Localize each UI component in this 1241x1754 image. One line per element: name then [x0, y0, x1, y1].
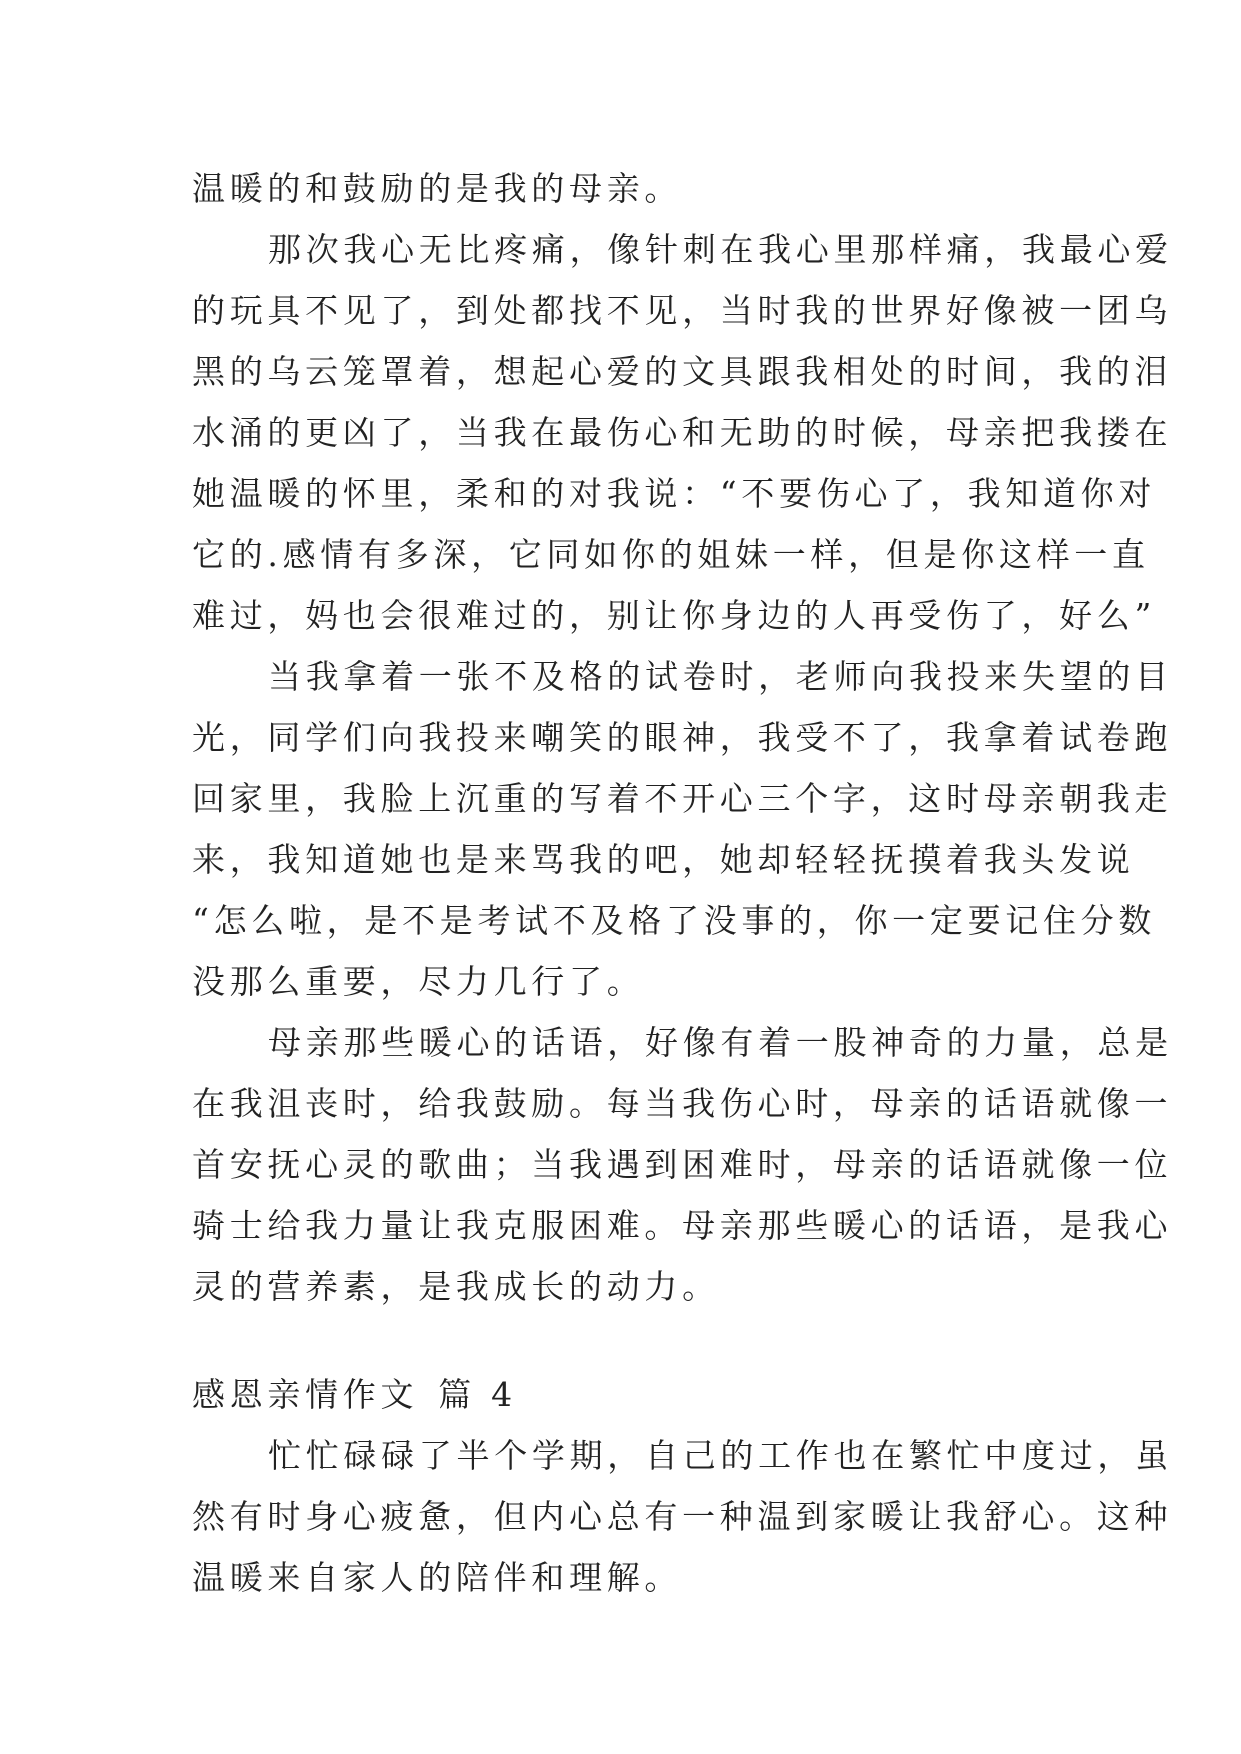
section-heading-number: 篇 4: [438, 1375, 517, 1414]
paragraph-line: 然有时身心疲惫，但内心总有一种温到家暖让我舒心。这种: [192, 1497, 1173, 1536]
paragraph-line: 水涌的更凶了，当我在最伤心和无助的时候，母亲把我搂在: [192, 413, 1173, 452]
paragraph-line: 回家里，我脸上沉重的写着不开心三个字，这时母亲朝我走: [192, 779, 1173, 818]
section-heading-title: 感恩亲情作文: [192, 1375, 419, 1414]
paragraph: [192, 1012, 1173, 1317]
paragraph-line: 它的.感情有多深，它同如你的姐妹一样，但是你这样一直: [192, 535, 1150, 574]
paragraph-line: 在我沮丧时，给我鼓励。每当我伤心时，母亲的话语就像一: [192, 1084, 1173, 1123]
paragraph-line: 难过，妈也会很难过的，别让你身边的人再受伤了，好么”: [192, 596, 1157, 635]
paragraph: [192, 1425, 1173, 1608]
paragraph-line: 的玩具不见了，到处都找不见，当时我的世界好像被一团乌: [192, 291, 1173, 330]
paragraph-line: 温暖来自家人的陪伴和理解。: [192, 1558, 683, 1597]
paragraph-line: 黑的乌云笼罩着，想起心爱的文具跟我相处的时间，我的泪: [192, 352, 1173, 391]
paragraph-line: 母亲那些暖心的话语，好像有着一股神奇的力量，总是: [268, 1023, 1173, 1062]
document-body: [192, 158, 1173, 1608]
paragraph-line: 当我拿着一张不及格的试卷时，老师向我投来失望的目: [268, 657, 1173, 696]
paragraph-line: “怎么啦，是不是考试不及格了没事的，你一定要记住分数: [192, 901, 1157, 940]
paragraph-line: 来，我知道她也是来骂我的吧，她却轻轻抚摸着我头发说: [192, 840, 1135, 879]
intro-line: 温暖的和鼓励的是我的母亲。: [192, 169, 683, 208]
paragraph-line: 灵的营养素，是我成长的动力。: [192, 1267, 720, 1306]
paragraph-line: 那次我心无比疼痛，像针刺在我心里那样痛，我最心爱: [268, 230, 1173, 269]
paragraph-line: 光，同学们向我投来嘲笑的眼神，我受不了，我拿着试卷跑: [192, 718, 1173, 757]
paragraph-line: 首安抚心灵的歌曲；当我遇到困难时，母亲的话语就像一位: [192, 1145, 1173, 1184]
paragraph-line: 她温暖的怀里，柔和的对我说：“不要伤心了，我知道你对: [192, 474, 1157, 513]
paragraph-line: 骑士给我力量让我克服困难。母亲那些暖心的话语，是我心: [192, 1206, 1173, 1245]
paragraph: [192, 646, 1173, 1012]
paragraph: [192, 219, 1173, 646]
section-heading: [192, 1364, 1052, 1425]
paragraph-line: 忙忙碌碌了半个学期，自己的工作也在繁忙中度过，虽: [268, 1436, 1173, 1475]
paragraph-line: 没那么重要，尽力几行了。: [192, 962, 645, 1001]
